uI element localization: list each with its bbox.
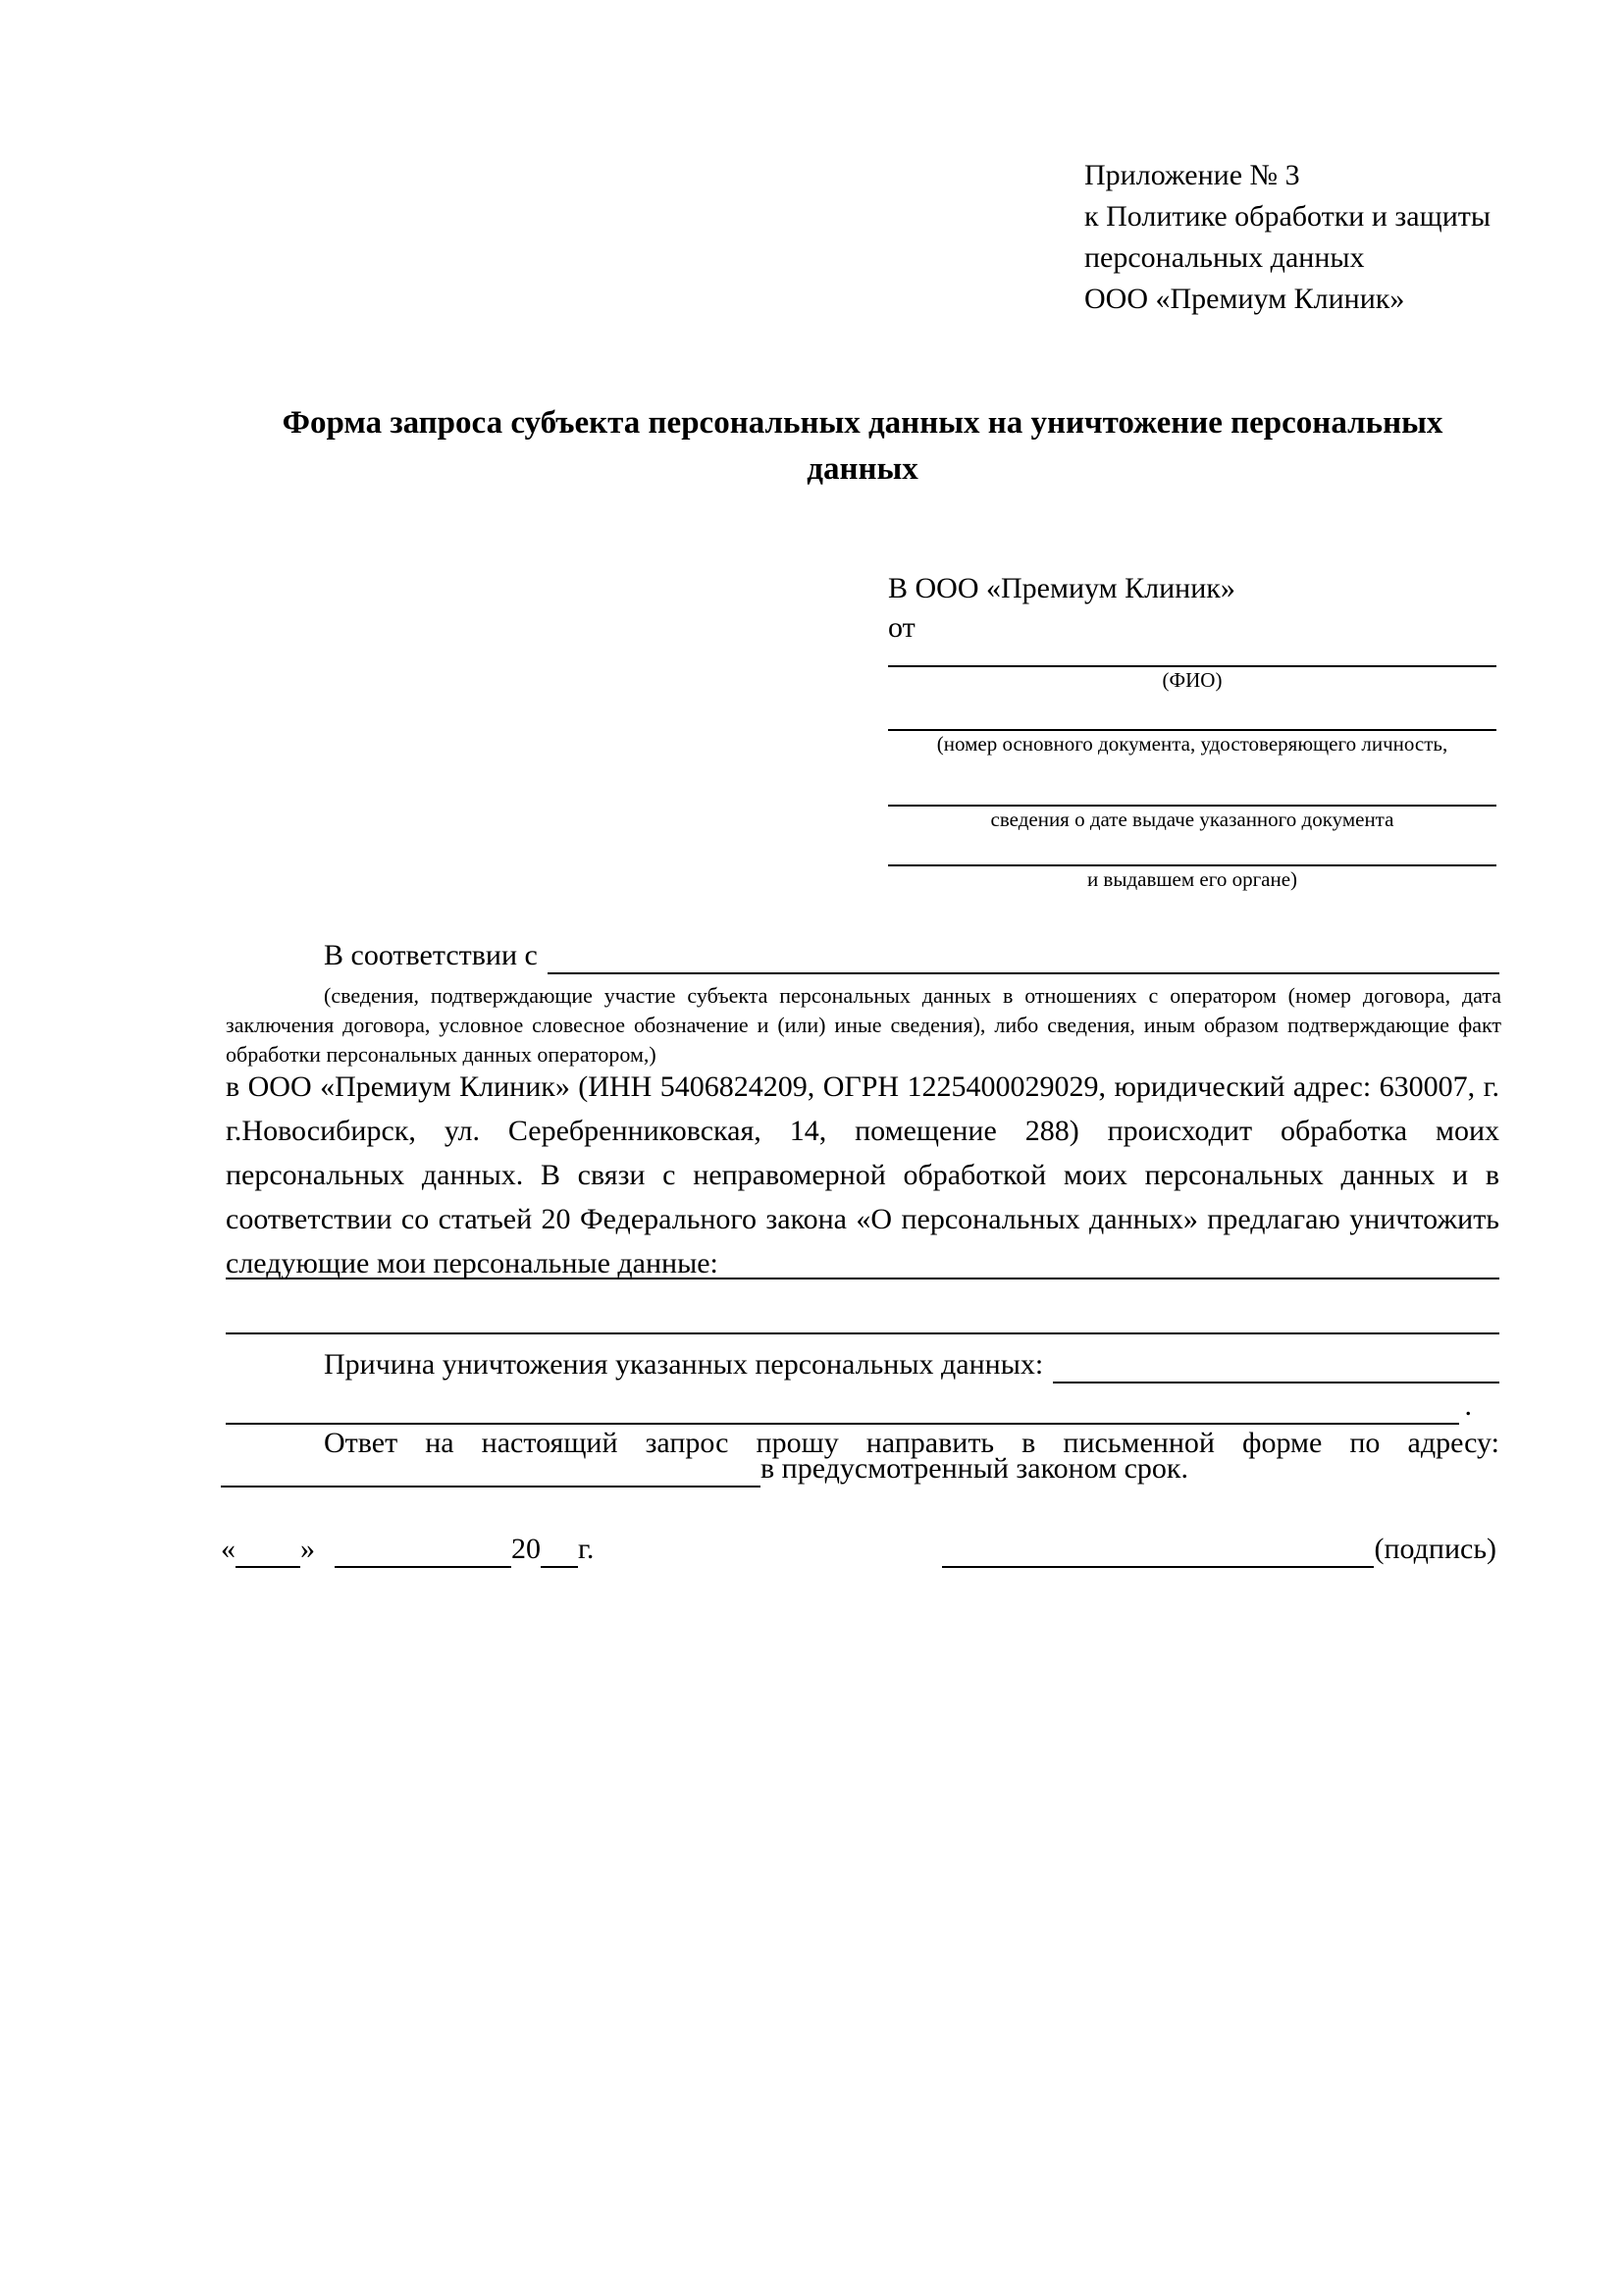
- appendix-reference: [1084, 155, 1491, 320]
- addressee-block: [888, 569, 1496, 892]
- accordance-label: В соответствии с: [324, 939, 538, 971]
- signature-fill-line: [942, 1531, 1374, 1568]
- document-issuer-fill-line: [888, 832, 1496, 866]
- document-issuer-caption: и выдавшем его органе): [1086, 867, 1298, 891]
- response-tail-row: [221, 1450, 1496, 1487]
- date-day-fill-line: [236, 1531, 300, 1568]
- document-date-fill-line: [888, 757, 1496, 807]
- date-quote-open: «: [221, 1533, 236, 1565]
- accordance-row: [226, 937, 1499, 974]
- document-number-fill-line: [888, 693, 1496, 731]
- addressee-from-label: от: [888, 611, 916, 644]
- accordance-caption: (сведения, подтверждающие участие субъекта персональных данных в отношениях с оператором (номер договора, дата заключения договора, условное словесное обозначение и (или) иные сведения), либо сведения, иным образом подтверждающие факт обработки персональных данных оператором,): [226, 983, 1501, 1067]
- main-paragraph: в ООО «Премиум Клиник» (ИНН 5406824209, ОГРН 1225400029029, юридический адрес: 630007, г. г.Новосибирск, ул. Серебренниковская, 14, помещение 288) происходит обработка моих персональных данных. В связи с неправомерной обработкой моих персональных данных и в соответствии со статьей 20 Федерального закона «О персональных данных» предлагаю уничтожить следующие мои персональные данные:: [226, 1070, 1499, 1279]
- date-year-fill-line: [541, 1531, 578, 1568]
- document-date-caption: сведения о дате выдаче указанного документа: [990, 808, 1394, 831]
- date-signature-row: [221, 1531, 1496, 1568]
- date-year-suffix: г.: [578, 1533, 595, 1565]
- appendix-line-3: персональных данных: [1084, 241, 1365, 274]
- reason-row: [226, 1346, 1499, 1383]
- signature-caption: (подпись): [1374, 1533, 1496, 1565]
- reason-fill-line: [1053, 1346, 1499, 1383]
- document-number-caption: (номер основного документа, удостоверяющего личность,: [936, 732, 1448, 756]
- addressee-to: В ООО «Премиум Клиник»: [888, 572, 1235, 604]
- personal-data-fill-line-2: [226, 1332, 1499, 1334]
- signature-group: [942, 1531, 1496, 1568]
- page-title: Форма запроса субъекта персональных данных на уничтожение персональных данных: [282, 405, 1443, 487]
- address-fill-line: [221, 1450, 760, 1487]
- accordance-fill-line: [548, 937, 1499, 974]
- response-request-line: Ответ на настоящий запрос прошу направить в письменной форме по адресу:: [324, 1427, 1499, 1459]
- period-mark: .: [1464, 1389, 1472, 1422]
- fio-caption: (ФИО): [1162, 668, 1223, 692]
- appendix-line-2: к Политике обработки и защиты: [1084, 200, 1492, 233]
- fio-fill-line: [888, 648, 1496, 667]
- date-month-fill-line: [335, 1531, 511, 1568]
- appendix-line-1: Приложение № 3: [1084, 159, 1300, 191]
- date-year-prefix: 20: [511, 1533, 541, 1565]
- personal-data-fill-line-1: [226, 1278, 1499, 1279]
- response-tail-text: в предусмотренный законом срок.: [760, 1452, 1188, 1485]
- appendix-line-4: ООО «Премиум Клиник»: [1084, 283, 1405, 315]
- reason-continuation-row: [226, 1387, 1472, 1425]
- reason-label: Причина уничтожения указанных персональных данных:: [324, 1348, 1044, 1381]
- reason-fill-line-2: [226, 1387, 1459, 1425]
- date-quote-close: »: [300, 1533, 315, 1565]
